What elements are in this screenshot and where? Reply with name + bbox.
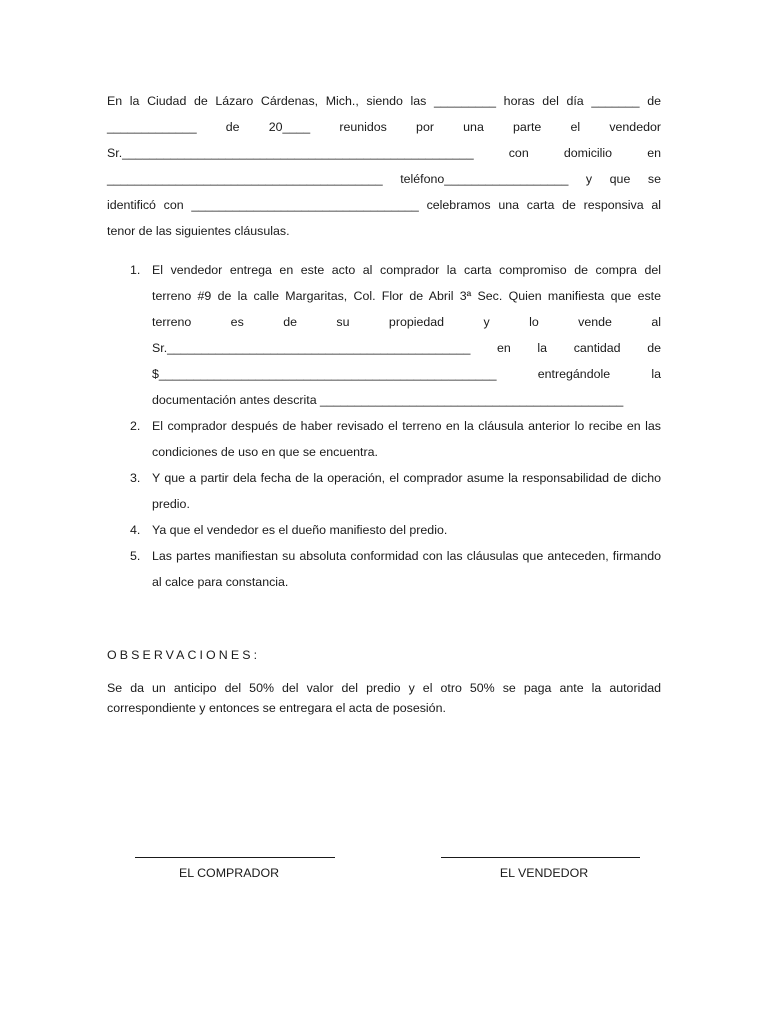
clause-number: 4. (130, 523, 141, 537)
clause-line: terreno #9 de la calle Margaritas, Col. Flor de Abril 3ª Sec. Quien manifiesta que este (152, 289, 661, 303)
clause-line: condiciones de uso en que se encuentra. (152, 445, 378, 459)
clause-line: Las partes manifiestan su absoluta conformidad con las cláusulas que anteceden, firmando (152, 549, 661, 563)
clause-line: predio. (152, 497, 190, 511)
clause-line: Y que a partir dela fecha de la operación, el comprador asume la responsabilidad de dicho (152, 471, 661, 485)
intro-line: _____________ de 20____ reunidos por una parte el vendedor (107, 120, 661, 134)
clause-line: al calce para constancia. (152, 575, 289, 589)
comprador-label: EL COMPRADOR (178, 866, 280, 880)
intro-line: Sr.___________________________________________________ con domicilio en (107, 146, 661, 160)
clause-number: 3. (130, 471, 141, 485)
clause-line: documentación antes descrita ____________________________________________ (152, 393, 624, 407)
comprador-signature-line (135, 857, 335, 858)
intro-line: En la Ciudad de Lázaro Cárdenas, Mich., siendo las _________ horas del día _______ de (107, 94, 661, 108)
intro-line: identificó con _________________________________ celebramos una carta de responsiva al (107, 198, 661, 212)
clause-number: 1. (130, 263, 141, 277)
observaciones-line: correspondiente y entonces se entregara el acta de posesión. (107, 701, 446, 715)
observaciones-line: Se da un anticipo del 50% del valor del predio y el otro 50% se paga ante la autoridad (107, 681, 661, 695)
clause-number: 2. (130, 419, 141, 433)
vendedor-label: EL VENDEDOR (499, 866, 589, 880)
clause-number: 5. (130, 549, 141, 563)
intro-line: tenor de las siguientes cláusulas. (107, 224, 290, 238)
clause-line: $_________________________________________________ entregándole la (152, 367, 661, 381)
clause-line: El vendedor entrega en este acto al comprador la carta compromiso de compra del (152, 263, 661, 277)
clause-line: Ya que el vendedor es el dueño manifiesto del predio. (152, 523, 448, 537)
clause-line: Sr.____________________________________________ en la cantidad de (152, 341, 661, 355)
clause-line: El comprador después de haber revisado el terreno en la cláusula anterior lo recibe en las (152, 419, 661, 433)
observaciones-title: OBSERVACIONES: (107, 648, 261, 662)
vendedor-signature-line (441, 857, 640, 858)
clause-line: terreno es de su propiedad y lo vende al (152, 315, 661, 329)
intro-line: ________________________________________ teléfono__________________ y que se (107, 172, 661, 186)
